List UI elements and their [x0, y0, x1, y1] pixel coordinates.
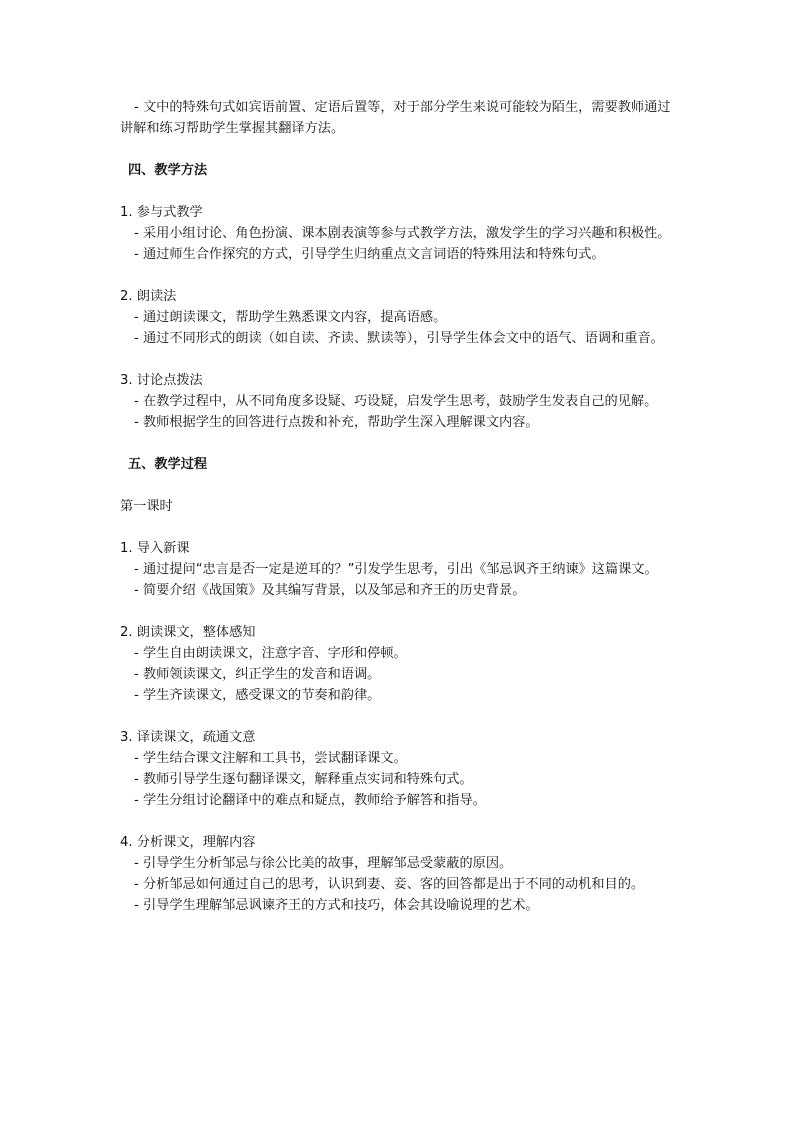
process-item-2 [120, 622, 680, 706]
item-point: - 引导学生理解邹忌讽谏齐王的方式和技巧，体会其设喻说理的艺术。 [134, 898, 539, 913]
item-point: - 教师引导学生逐句翻译课文，解释重点实词和特殊句式。 [134, 772, 473, 787]
item-point: - 通过师生合作探究的方式，引导学生归纳重点文言词语的特殊用法和特殊句式。 [134, 247, 605, 262]
item-point: - 学生分组讨论翻译中的难点和疑点，教师给予解答和指导。 [134, 793, 486, 808]
item-title: 2. 朗读法 [120, 289, 177, 304]
method-item-2 [120, 286, 680, 349]
process-item-1 [120, 538, 680, 601]
item-point: - 通过提问“忠言是否一定是逆耳的？”引发学生思考，引出《邹忌讽齐王纳谏》这篇课文。 [134, 562, 658, 577]
item-point: - 通过不同形式的朗读（如自读、齐读、默读等），引导学生体会文中的语气、语调和重音。 [134, 331, 664, 346]
item-point: - 在教学过程中，从不同角度多设疑、巧设疑，启发学生思考，鼓励学生发表自己的见解。 [134, 394, 658, 409]
item-point: - 学生自由朗读课文，注意字音、字形和停顿。 [134, 646, 407, 661]
method-item-1 [120, 202, 680, 265]
item-point: - 通过朗读课文，帮助学生熟悉课文内容，提高语感。 [134, 310, 447, 325]
item-title: 1. 参与式教学 [120, 205, 203, 220]
document-content [120, 97, 680, 916]
item-point: - 简要介绍《战国策》及其编写背景，以及邹忌和齐王的历史背景。 [134, 583, 526, 598]
section-title-methods: 四、教学方法 [128, 163, 208, 178]
section-title-process: 五、教学过程 [128, 457, 208, 472]
lesson-label: 第一课时 [120, 499, 173, 514]
item-point: - 学生齐读课文，感受课文的节奏和韵律。 [134, 688, 381, 703]
item-point: - 学生结合课文注解和工具书，尝试翻译课文。 [134, 751, 407, 766]
item-title: 2. 朗读课文，整体感知 [120, 625, 256, 640]
item-point: - 教师领读课文，纠正学生的发音和语调。 [134, 667, 381, 682]
item-title: 3. 讨论点拨法 [120, 373, 203, 388]
item-title: 3. 译读课文，疏通文意 [120, 730, 256, 745]
item-point: - 采用小组讨论、角色扮演、课本剧表演等参与式教学方法，激发学生的学习兴趣和积极性。 [134, 226, 671, 241]
item-title: 1. 导入新课 [120, 541, 190, 556]
intro-paragraph: - 文中的特殊句式如宾语前置、定语后置等，对于部分学生来说可能较为陌生，需要教师通过讲解和练习帮助学生掌握其翻译方法。 [120, 100, 671, 136]
item-title: 4. 分析课文，理解内容 [120, 835, 256, 850]
item-point: - 分析邹忌如何通过自己的思考，认识到妻、妾、客的回答都是出于不同的动机和目的。 [134, 877, 645, 892]
method-item-3 [120, 370, 680, 433]
process-item-4 [120, 832, 680, 916]
process-item-3 [120, 727, 680, 811]
item-point: - 教师根据学生的回答进行点拨和补充，帮助学生深入理解课文内容。 [134, 415, 539, 430]
item-point: - 引导学生分析邹忌与徐公比美的故事，理解邹忌受蒙蔽的原因。 [134, 856, 513, 871]
